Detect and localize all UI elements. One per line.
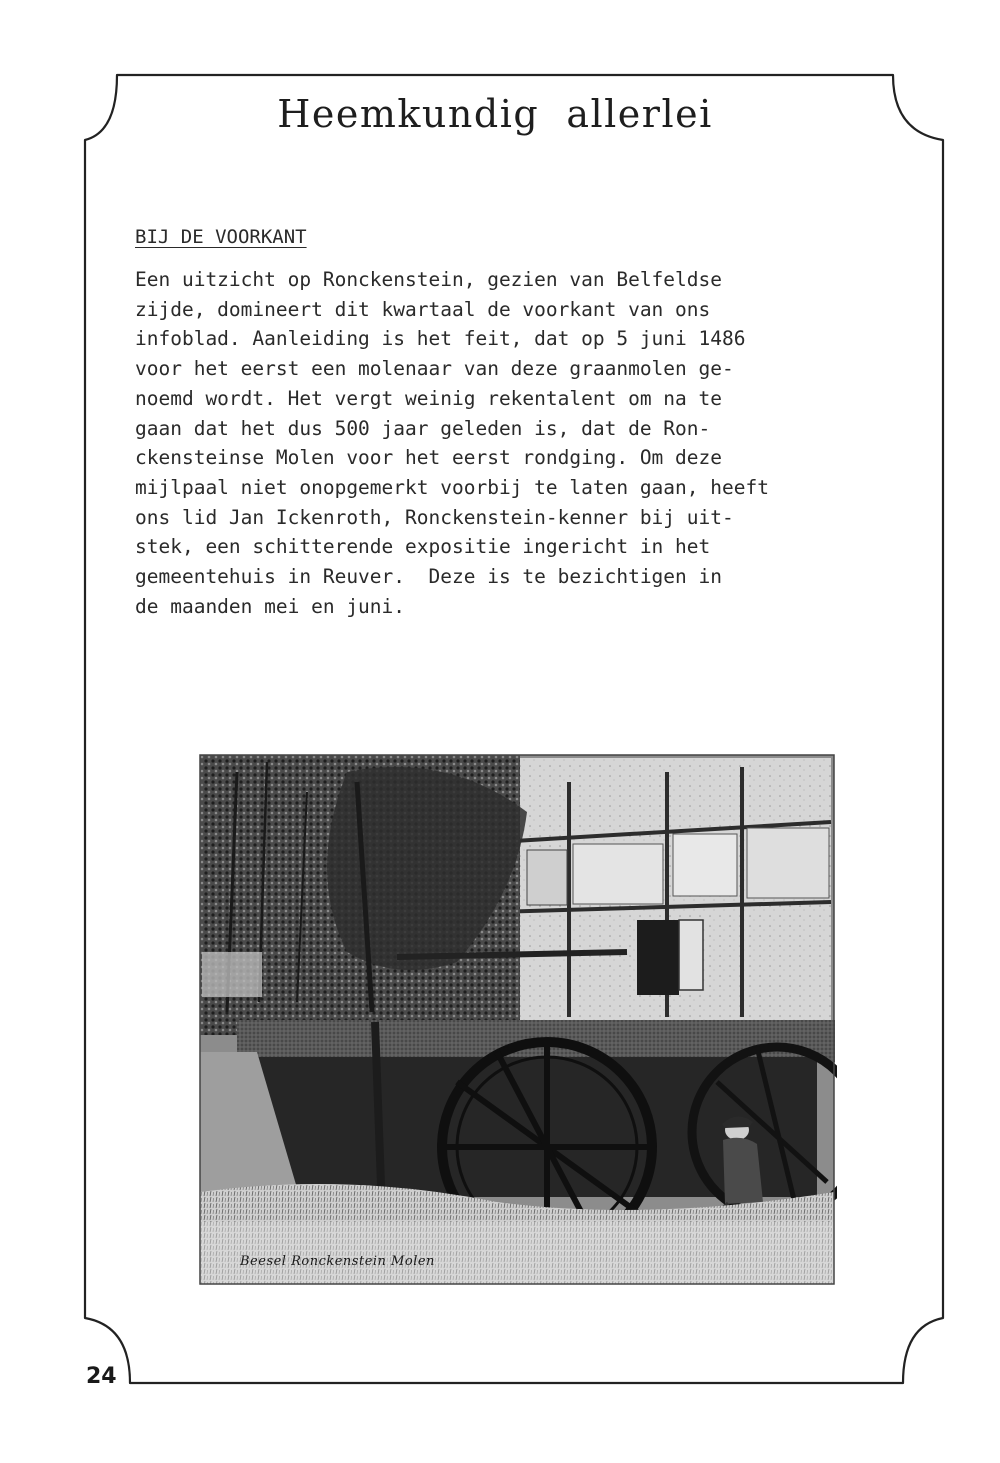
wall-panel <box>673 834 737 896</box>
page-title: Heemkundig allerlei <box>277 92 713 136</box>
article-line: Een uitzicht op Ronckenstein, gezien van Belfeldse <box>135 268 722 291</box>
wall-panel <box>573 844 663 904</box>
article-line: mijlpaal niet onopgemerkt voorbij te laten gaan, heeft <box>135 475 769 499</box>
wall-panel <box>747 828 829 898</box>
article-line: de maanden mei en juni. <box>135 594 406 618</box>
article-line: infoblad. Aanleiding is het feit, dat op 5 juni 1486 <box>135 327 746 351</box>
article-line: gemeentehuis in Reuver. Deze is te bezichtigen in <box>135 565 722 589</box>
photo-caption: Beesel Ronckenstein Molen <box>240 1254 435 1269</box>
mill-doorway <box>637 920 679 995</box>
article-line: ckensteinse Molen voor het eerst rondging. Om deze <box>135 446 722 470</box>
article-line: stek, een schitterende expositie ingericht in het <box>135 535 711 559</box>
article-line: gaan dat het dus 500 jaar geleden is, dat de Ron- <box>135 416 711 440</box>
mill-window <box>527 850 567 905</box>
article-line: voor het eerst een molenaar van deze graanmolen ge- <box>135 357 734 381</box>
mill-photo <box>197 752 837 1287</box>
article-line: noemd wordt. Het vergt weinig rekentalent om na te <box>135 386 722 410</box>
grass-highlight <box>200 1222 834 1284</box>
field-light <box>202 952 262 997</box>
article-line: ons lid Jan Ickenroth, Ronckenstein-kenner bij uit- <box>135 505 734 529</box>
mill-shutter <box>679 920 703 990</box>
page-number: 24 <box>86 1364 117 1389</box>
article-line: zijde, domineert dit kwartaal de voorkant van ons <box>135 297 711 321</box>
article-body <box>135 265 925 621</box>
section-heading: BIJ DE VOORKANT <box>135 226 307 248</box>
